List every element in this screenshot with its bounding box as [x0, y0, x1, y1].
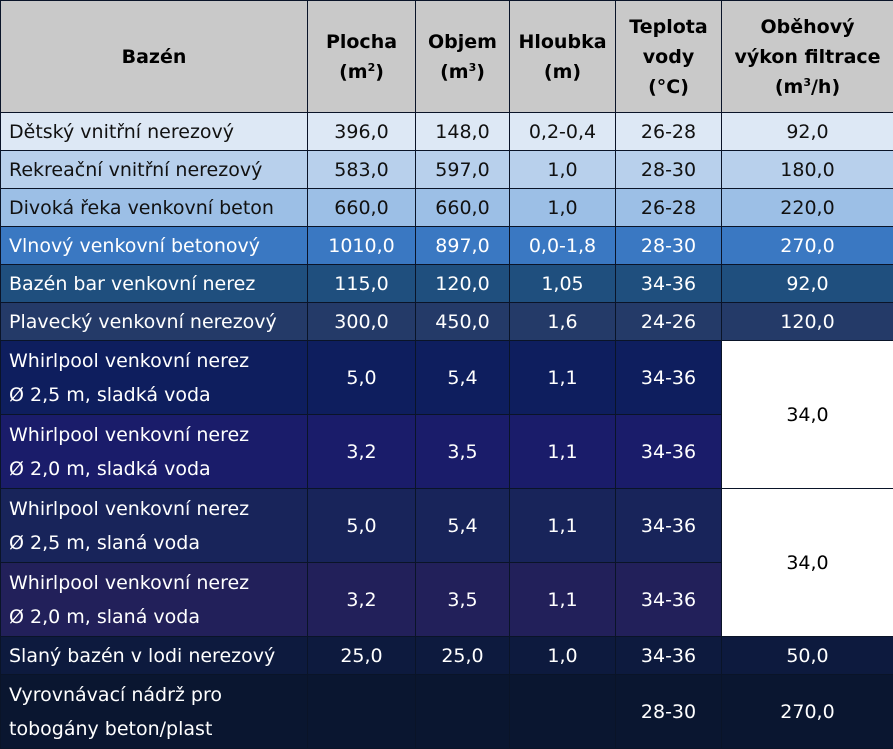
header-volume-label: Objem — [428, 31, 497, 53]
pool-name — [1, 341, 308, 415]
pool-name — [1, 563, 308, 637]
table-row — [1, 265, 893, 303]
volume-cell: 897,0 — [416, 227, 510, 265]
depth-cell: 1,1 — [510, 341, 616, 415]
filter-cell: 180,0 — [722, 151, 893, 189]
temp-cell: 34-36 — [616, 341, 722, 415]
depth-cell: 1,1 — [510, 563, 616, 637]
temp-cell: 26-28 — [616, 113, 722, 151]
area-cell: 396,0 — [308, 113, 416, 151]
area-cell: 660,0 — [308, 189, 416, 227]
volume-cell: 148,0 — [416, 113, 510, 151]
header-filter — [722, 1, 893, 113]
volume-cell: 3,5 — [416, 563, 510, 637]
header-area-unit-b: ) — [375, 61, 384, 83]
header-area-label: Plocha — [326, 31, 397, 53]
header-volume — [416, 1, 510, 113]
area-cell: 3,2 — [308, 563, 416, 637]
volume-cell: 597,0 — [416, 151, 510, 189]
pool-name-line1: Vyrovnávací nádrž pro — [9, 684, 222, 706]
header-area-unit-a: (m — [339, 61, 367, 83]
table-row — [1, 189, 893, 227]
pool-name-line2: Ø 2,0 m, slaná voda — [9, 606, 200, 628]
depth-cell: 1,0 — [510, 151, 616, 189]
depth-cell: 0,2-0,4 — [510, 113, 616, 151]
area-cell — [308, 675, 416, 749]
depth-cell: 1,0 — [510, 637, 616, 675]
volume-cell: 5,4 — [416, 489, 510, 563]
header-pool-label: Bazén — [122, 46, 187, 68]
filter-cell: 50,0 — [722, 637, 893, 675]
volume-cell: 120,0 — [416, 265, 510, 303]
volume-cell: 450,0 — [416, 303, 510, 341]
pool-name — [1, 675, 308, 749]
area-cell: 300,0 — [308, 303, 416, 341]
pool-name-line2: Ø 2,5 m, sladká voda — [9, 384, 211, 406]
volume-cell — [416, 675, 510, 749]
header-depth-unit: (m) — [544, 61, 581, 83]
header-area-unit-sup: 2 — [368, 61, 376, 74]
filter-cell: 270,0 — [722, 227, 893, 265]
header-filter-unit-b: /h) — [811, 76, 840, 98]
temp-cell: 28-30 — [616, 151, 722, 189]
depth-cell — [510, 675, 616, 749]
pool-name: Dětský vnitřní nerezový — [1, 113, 308, 151]
table-row — [1, 151, 893, 189]
temp-cell: 34-36 — [616, 637, 722, 675]
header-temp-line2: vody — [643, 46, 694, 68]
pool-name-line2: Ø 2,0 m, sladká voda — [9, 458, 211, 480]
pool-name: Rekreační vnitřní nerezový — [1, 151, 308, 189]
area-cell: 5,0 — [308, 489, 416, 563]
area-cell: 5,0 — [308, 341, 416, 415]
pool-name — [1, 415, 308, 489]
temp-cell: 34-36 — [616, 265, 722, 303]
header-filter-line1: Oběhový — [761, 16, 855, 38]
pool-name-line1: Whirlpool venkovní nerez — [9, 424, 249, 446]
pool-name: Vlnový venkovní betonový — [1, 227, 308, 265]
filter-cell: 220,0 — [722, 189, 893, 227]
temp-cell: 34-36 — [616, 415, 722, 489]
filter-cell: 270,0 — [722, 675, 893, 749]
area-cell: 1010,0 — [308, 227, 416, 265]
area-cell: 25,0 — [308, 637, 416, 675]
filter-cell: 34,0 — [722, 489, 893, 637]
temp-cell: 28-30 — [616, 227, 722, 265]
header-filter-line2: výkon filtrace — [734, 46, 880, 68]
table-row — [1, 489, 893, 563]
temp-cell: 24-26 — [616, 303, 722, 341]
header-filter-unit-sup: 3 — [803, 76, 811, 89]
pool-name — [1, 489, 308, 563]
area-cell: 115,0 — [308, 265, 416, 303]
header-depth — [510, 1, 616, 113]
temp-cell: 26-28 — [616, 189, 722, 227]
pool-name-line2: tobogány beton/plast — [9, 718, 212, 740]
pool-name: Bazén bar venkovní nerez — [1, 265, 308, 303]
pool-name: Plavecký venkovní nerezový — [1, 303, 308, 341]
volume-cell: 25,0 — [416, 637, 510, 675]
filter-cell: 120,0 — [722, 303, 893, 341]
table-row — [1, 675, 893, 749]
temp-cell: 34-36 — [616, 489, 722, 563]
header-temp-line3: (°C) — [648, 76, 689, 98]
header-volume-unit-b: ) — [476, 61, 485, 83]
pool-name: Divoká řeka venkovní beton — [1, 189, 308, 227]
header-depth-label: Hloubka — [518, 31, 606, 53]
header-row — [1, 1, 893, 113]
header-area — [308, 1, 416, 113]
pool-name-line1: Whirlpool venkovní nerez — [9, 498, 249, 520]
pool-name-line1: Whirlpool venkovní nerez — [9, 572, 249, 594]
header-pool — [1, 1, 308, 113]
depth-cell: 1,0 — [510, 189, 616, 227]
header-volume-unit-a: (m — [440, 61, 468, 83]
area-cell: 583,0 — [308, 151, 416, 189]
filter-cell: 34,0 — [722, 341, 893, 489]
volume-cell: 660,0 — [416, 189, 510, 227]
header-filter-unit-a: (m — [775, 76, 803, 98]
table-row — [1, 637, 893, 675]
temp-cell: 34-36 — [616, 563, 722, 637]
depth-cell: 1,1 — [510, 415, 616, 489]
table-row — [1, 341, 893, 415]
pool-name-line1: Whirlpool venkovní nerez — [9, 350, 249, 372]
filter-cell: 92,0 — [722, 113, 893, 151]
temp-cell: 28-30 — [616, 675, 722, 749]
pool-name: Slaný bazén v lodi nerezový — [1, 637, 308, 675]
table-row — [1, 303, 893, 341]
table-row — [1, 113, 893, 151]
depth-cell: 1,05 — [510, 265, 616, 303]
header-volume-unit-sup: 3 — [469, 61, 477, 74]
depth-cell: 0,0-1,8 — [510, 227, 616, 265]
table-row — [1, 227, 893, 265]
filter-cell: 92,0 — [722, 265, 893, 303]
volume-cell: 3,5 — [416, 415, 510, 489]
volume-cell: 5,4 — [416, 341, 510, 415]
depth-cell: 1,1 — [510, 489, 616, 563]
header-temp-line1: Teplota — [629, 16, 707, 38]
pool-name-line2: Ø 2,5 m, slaná voda — [9, 532, 200, 554]
depth-cell: 1,6 — [510, 303, 616, 341]
header-temp — [616, 1, 722, 113]
area-cell: 3,2 — [308, 415, 416, 489]
